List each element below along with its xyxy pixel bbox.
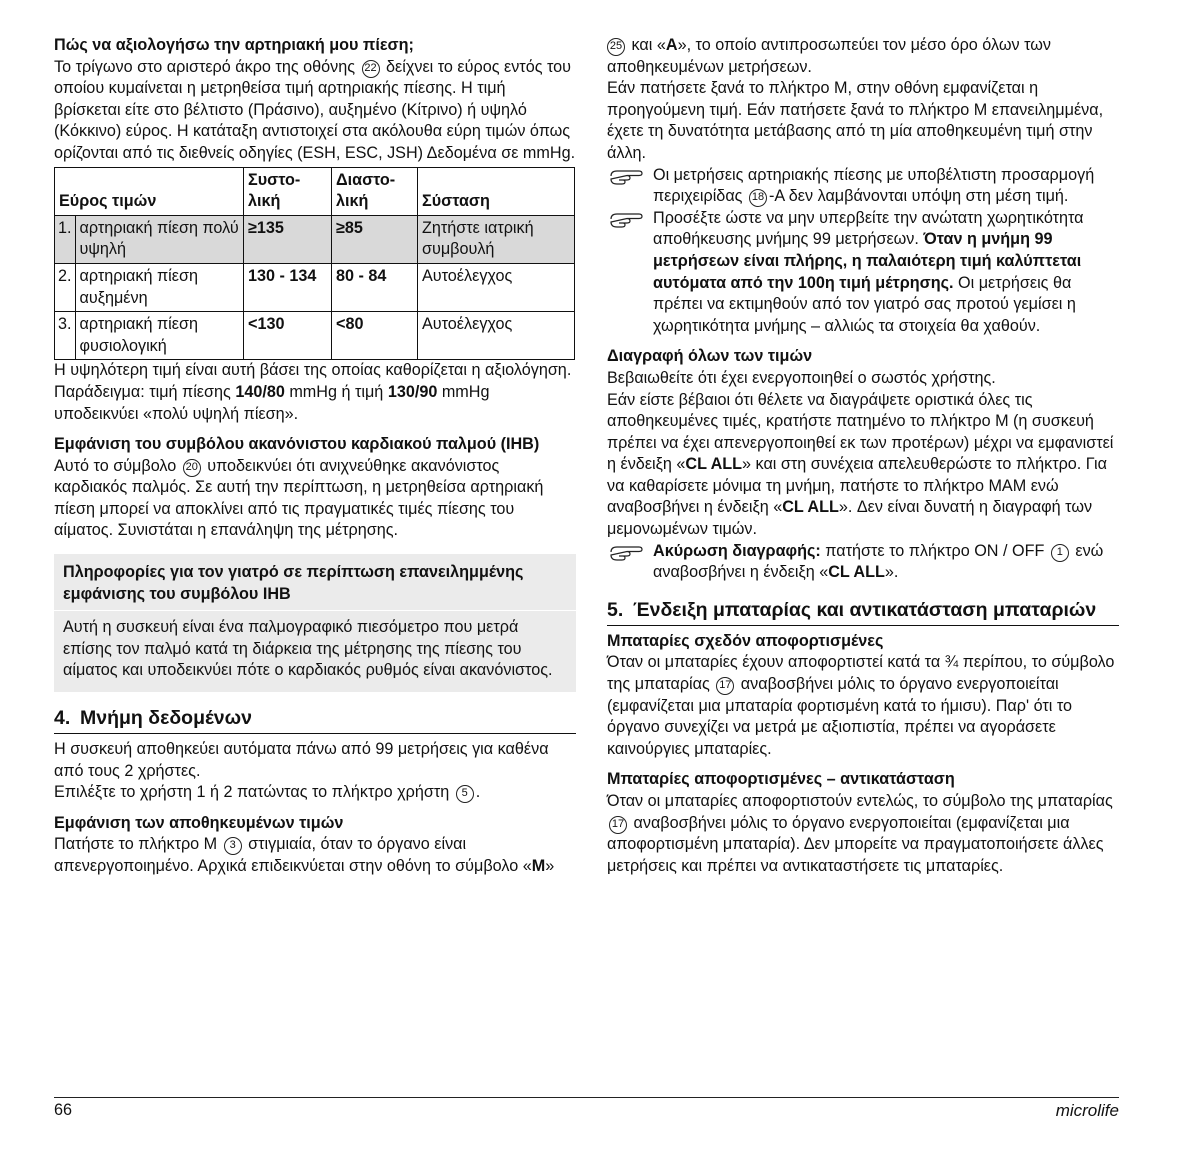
recommendation: Ζητήστε ιατρική συμβουλή	[417, 215, 574, 263]
bp-range-table	[54, 167, 575, 361]
recommendation: Αυτοέλεγχος	[417, 263, 574, 311]
range-name: αρτηριακή πίεση πολύ υψηλή	[75, 215, 243, 263]
table-header-row	[55, 167, 575, 215]
ref-number-20: 20	[183, 459, 201, 477]
ref-number-3: 3	[224, 837, 242, 855]
right-column	[607, 35, 1119, 877]
range-name: αρτηριακή πίεση φυσιολογική	[75, 312, 243, 360]
paragraph-highest-value: Η υψηλότερη τιμή είναι αυτή βάσει της οποίας καθορίζεται η αξιολόγηση. Παράδειγμα: τιμή πίεσης 140/80 mmHg ή τιμή 130/90 mmHg υποδεικνύει «πολύ υψηλή πίεση».	[54, 361, 572, 423]
row-number: 2.	[55, 263, 76, 311]
paragraph-batteries-flat: Όταν οι μπαταρίες αποφορτιστούν εντελώς, το σύμβολο της μπαταρίας 17 αναβοσβήνει μόλις το όργανο ενεργοποιείται (εμφανίζεται μια αποφορτισμένη μπαταρία). Δεν μπορείτε να πραγματοποιήσετε άλλες μετρήσεις και πρέπει να αντικαταστήσετε τις μπαταρίες.	[607, 792, 1113, 875]
heading-batteries-flat: Μπαταρίες αποφορτισμένες – αντικατάσταση	[607, 770, 955, 789]
paragraph-average: 25 και «A», το οποίο αντιπροσωπεύει τον μέσο όρο όλων των αποθηκευμένων μετρήσεων.	[607, 36, 1051, 76]
hand-pointer-icon	[609, 543, 643, 561]
table-row	[55, 312, 575, 360]
ref-number-17: 17	[716, 677, 734, 695]
doctor-info-box	[54, 554, 576, 692]
section-5-heading: 5. Ένδειξη μπαταρίας και αντικατάσταση μπαταριών	[607, 598, 1119, 626]
info-box-text: Αυτή η συσκευή είναι ένα παλμογραφικό πιεσόμετρο που μετρά επίσης τον παλμό κατά τη διάρκεια της μέτρησης της πίεσης του αίματος και υποδεικνύει πότε ο καρδιακός ρυθμός είναι ακανόνιστος.	[63, 618, 553, 680]
col-header-systolic: Συστο-λική	[243, 167, 331, 215]
paragraph-press-again: Εάν πατήσετε ξανά το πλήκτρο M, στην οθόνη εμφανίζεται η προηγούμενη τιμή. Εάν πατήσετε ξανά το πλήκτρο M επανειλημμένα, έχετε τη δυνατότητα μετάβασης από τη μία αποθηκευμένη τιμή στην άλλη.	[607, 79, 1104, 162]
paragraph-delete-all: Εάν είστε βέβαιοι ότι θέλετε να διαγράψετε οριστικά όλες τις αποθηκευμένες τιμές, κρατήστε πατημένο το πλήκτρο M (η συσκευή πρέπει να έχει απενεργοποιηθεί εκ των προτέρων) μέχρι να εμφανιστεί η ένδειξη «CL ALL» και στη συνέχεια απελευθερώστε το πλήκτρο. Για να καθαρίσετε μόνιμα τη μνήμη, πατήστε το πλήκτρο MAM ενώ αναβοσβήνει η ένδειξη «CL ALL». Δεν είναι δυνατή η διαγραφή των μεμονωμένων τιμών.	[607, 390, 1114, 539]
brand-logo: microlife	[1055, 1101, 1119, 1120]
row-number: 3.	[55, 312, 76, 360]
paragraph-stored-values: Πατήστε το πλήκτρο M 3 στιγμιαία, όταν το όργανο είναι απενεργοποιημένο. Αρχικά επιδεικνύεται στην οθόνη το σύμβολο «M»	[54, 835, 555, 875]
paragraph-select-user: Επιλέξτε το χρήστη 1 ή 2 πατώντας το πλήκτρο χρήστη 5 .	[54, 783, 481, 802]
table-row	[55, 215, 575, 263]
note-cuff: Οι μετρήσεις αρτηριακής πίεσης με υποβέλτιστη προσαρμογή περιχειρίδας 18 -A δεν λαμβάνονται υπόψη στη μέση τιμή.	[607, 165, 1119, 208]
recommendation: Αυτοέλεγχος	[417, 312, 574, 360]
heading-delete-all: Διαγραφή όλων των τιμών	[607, 347, 813, 366]
systolic-value: ≥135	[243, 215, 331, 263]
col-header-diastolic: Διαστο-λική	[331, 167, 417, 215]
heading-assess: Πώς να αξιολογήσω την αρτηριακή μου πίεση;	[54, 36, 414, 54]
footer-divider	[54, 1097, 1119, 1098]
ref-number-22: 22	[362, 60, 380, 78]
heading-stored-values: Εμφάνιση των αποθηκευμένων τιμών	[54, 813, 344, 832]
diastolic-value: 80 - 84	[331, 263, 417, 311]
left-column	[54, 35, 576, 878]
systolic-value: <130	[243, 312, 331, 360]
ref-number-25: 25	[607, 38, 625, 56]
ref-number-1: 1	[1051, 544, 1069, 562]
paragraph-ihb: Αυτό το σύμβολο 20 υποδεικνύει ότι ανιχνεύθηκε ακανόνιστος καρδιακός παλμός. Σε αυτή την περίπτωση, η μετρηθείσα αρτηριακή πίεση μπορεί να αποκλίνει από τις πραγματικές τιμές πίεσης του αίματος. Συνιστάται η επανάληψη της μέτρησης.	[54, 456, 544, 540]
systolic-value: 130 - 134	[243, 263, 331, 311]
diastolic-value: <80	[331, 312, 417, 360]
row-number: 1.	[55, 215, 76, 263]
ref-number-5: 5	[456, 785, 474, 803]
col-header-range: Εύρος τιμών	[55, 167, 244, 215]
paragraph-correct-user: Βεβαιωθείτε ότι έχει ενεργοποιηθεί ο σωστός χρήστης.	[607, 368, 996, 387]
section-4-heading: 4. Μνήμη δεδομένων	[54, 706, 576, 734]
paragraph-assess: Το τρίγωνο στο αριστερό άκρο της οθόνης 22 δείχνει το εύρος εντός του οποίου κυμαίνεται η μετρηθείσα τιμή αρτηριακής πίεσης. Η τιμή βρίσκεται είτε στο βέλτιστο (Πράσινο), αυξημένο (Κίτρινο) ή υψηλό (Κόκκινο) εύρος. Η κατάταξη αντιστοιχεί στα ακόλουθα εύρη τιμών όπως ορίζονται από τις διεθνείς οδηγίες (ESH, ESC, JSH) Δεδομένα σε mmHg.	[54, 57, 576, 162]
note-capacity: Προσέξτε ώστε να μην υπερβείτε την ανώτατη χωρητικότητα αποθήκευσης μνήμης 99 μετρήσεων. Όταν η μνήμη 99 μετρήσεων είναι πλήρης, η παλαιότερη τιμή καλύπτεται αυτόματα από την 100η τιμή μέτρησης. Οι μετρήσεις θα πρέπει να εκτιμηθούν από τον γιατρό σας προτού γεμίσει η χωρητικότητα μνήμης – αλλιώς τα στοιχεία θα χαθούν.	[607, 208, 1119, 338]
info-box-divider	[54, 610, 576, 611]
table-row	[55, 263, 575, 311]
col-header-recommendation: Σύσταση	[417, 167, 574, 215]
page-number: 66	[54, 1101, 73, 1119]
heading-ihb: Εμφάνιση του συμβόλου ακανόνιστου καρδιακού παλμού (IHB)	[54, 435, 540, 454]
info-box-title: Πληροφορίες για τον γιατρό σε περίπτωση επανειλημμένης εμφάνισης του συμβόλου IHB	[63, 563, 524, 603]
hand-pointer-icon	[609, 210, 643, 228]
paragraph-memory: Η συσκευή αποθηκεύει αυτόματα πάνω από 99 μετρήσεις για καθένα από τους 2 χρήστες.	[54, 740, 549, 780]
range-name: αρτηριακή πίεση αυξημένη	[75, 263, 243, 311]
heading-batteries-low: Μπαταρίες σχεδόν αποφορτισμένες	[607, 631, 884, 650]
ref-number-17: 17	[609, 816, 627, 834]
diastolic-value: ≥85	[331, 215, 417, 263]
ref-number-18: 18	[749, 189, 767, 207]
paragraph-batteries-low: Όταν οι μπαταρίες έχουν αποφορτιστεί κατά τα ¾ περίπου, το σύμβολο της μπαταρίας 17 αναβοσβήνει μόλις το όργανο ενεργοποιείται (εμφανίζεται μια μπαταρία φορτισμένη κατά το ήμισυ). Παρ' ότι το όργανο συνεχίζει να μετρά με αξιοπιστία, πρέπει να αγοράσετε καινούργιες μπαταρίες.	[607, 653, 1115, 758]
hand-pointer-icon	[609, 167, 643, 185]
note-cancel-delete: Ακύρωση διαγραφής: πατήστε το πλήκτρο ON / OFF 1 ενώ αναβοσβήνει η ένδειξη «CL ALL».	[607, 541, 1119, 584]
